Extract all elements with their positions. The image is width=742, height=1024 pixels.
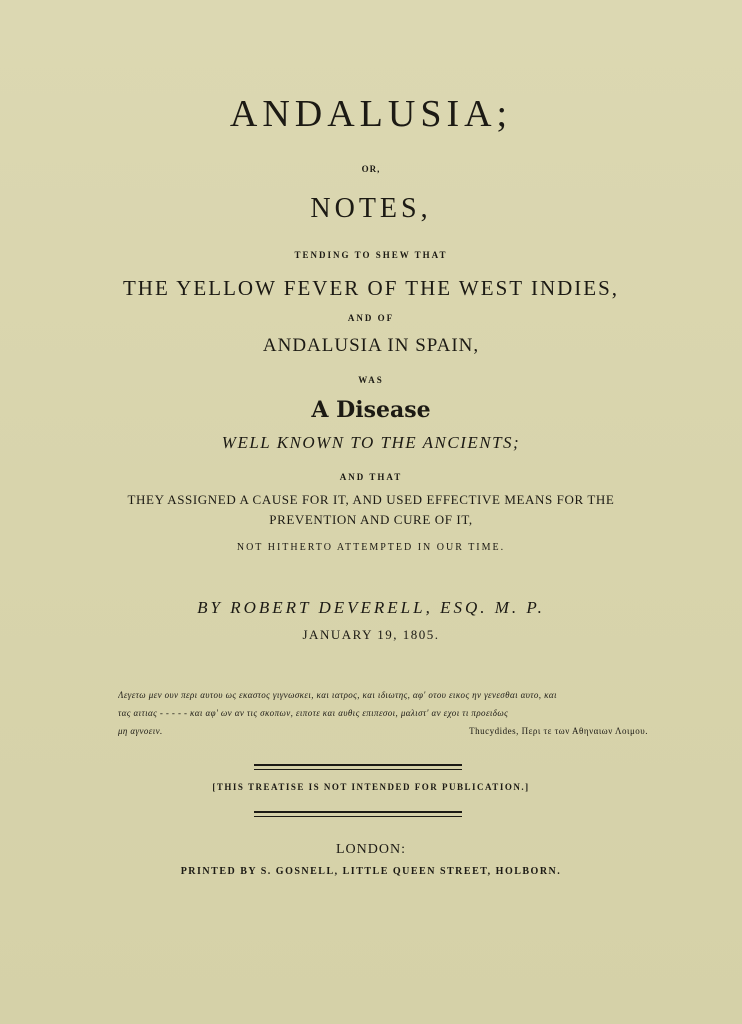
- and-that-text: AND THAT: [339, 472, 403, 482]
- printer-line: PRINTED BY S. GOSNELL, LITTLE QUEEN STREET, HOLBORN.: [180, 866, 562, 877]
- epigraph-line-3: μη αγνοειν.: [118, 726, 163, 736]
- divider-bottom: [254, 811, 462, 813]
- notes-heading: NOTES,: [310, 193, 432, 224]
- main-title: ANDALUSIA;: [229, 93, 513, 135]
- divider-top-thin: [254, 769, 462, 770]
- andalusia-spain-heading: ANDALUSIA IN SPAIN,: [262, 335, 480, 356]
- and-of-text: AND OF: [347, 313, 395, 323]
- epigraph-citation: Thucydides, Περι τε των Αθηναιων Λοιμου.: [469, 726, 648, 736]
- imprint-place: LONDON:: [336, 842, 406, 857]
- prevention-line: PREVENTION AND CURE OF IT,: [269, 512, 473, 527]
- was-text: WAS: [358, 375, 384, 385]
- disease-blackletter: A Disease: [311, 397, 431, 423]
- epigraph-line-1: Λεγετω μεν ουν περι αυτου ως εκαστος γιγνωσκει, και ιατρος, και ιδιωτης, αφ' οτου εικος ην γενεσθαι αυτο, και: [118, 690, 557, 700]
- epigraph-last-line: [118, 722, 648, 740]
- tending-text: TENDING TO SHEW THAT: [294, 250, 448, 260]
- date-line: JANUARY 19, 1805.: [302, 627, 440, 642]
- divider-top: [254, 764, 462, 766]
- publication-notice: [THIS TREATISE IS NOT INTENDED FOR PUBLICATION.]: [212, 782, 530, 792]
- author-line: BY ROBERT DEVERELL, ESQ. M. P.: [197, 598, 545, 617]
- assigned-line: THEY ASSIGNED A CAUSE FOR IT, AND USED EFFECTIVE MEANS FOR THE: [127, 492, 615, 507]
- divider-bottom-thin: [254, 816, 462, 817]
- ancients-line: WELL KNOWN TO THE ANCIENTS;: [221, 433, 521, 452]
- hitherto-line: NOT HITHERTO ATTEMPTED IN OUR TIME.: [236, 542, 506, 553]
- greek-epigraph: [118, 686, 648, 740]
- or-text: OR,: [361, 164, 381, 174]
- epigraph-line-2: τας αιτιας - - - - - και αφ' ων αν τις σκοπων, ειποτε και αυθις επιπεσοι, μαλιστ' αν εχοι τι προειδως: [118, 708, 509, 718]
- yellow-fever-heading: THE YELLOW FEVER OF THE WEST INDIES,: [122, 276, 620, 300]
